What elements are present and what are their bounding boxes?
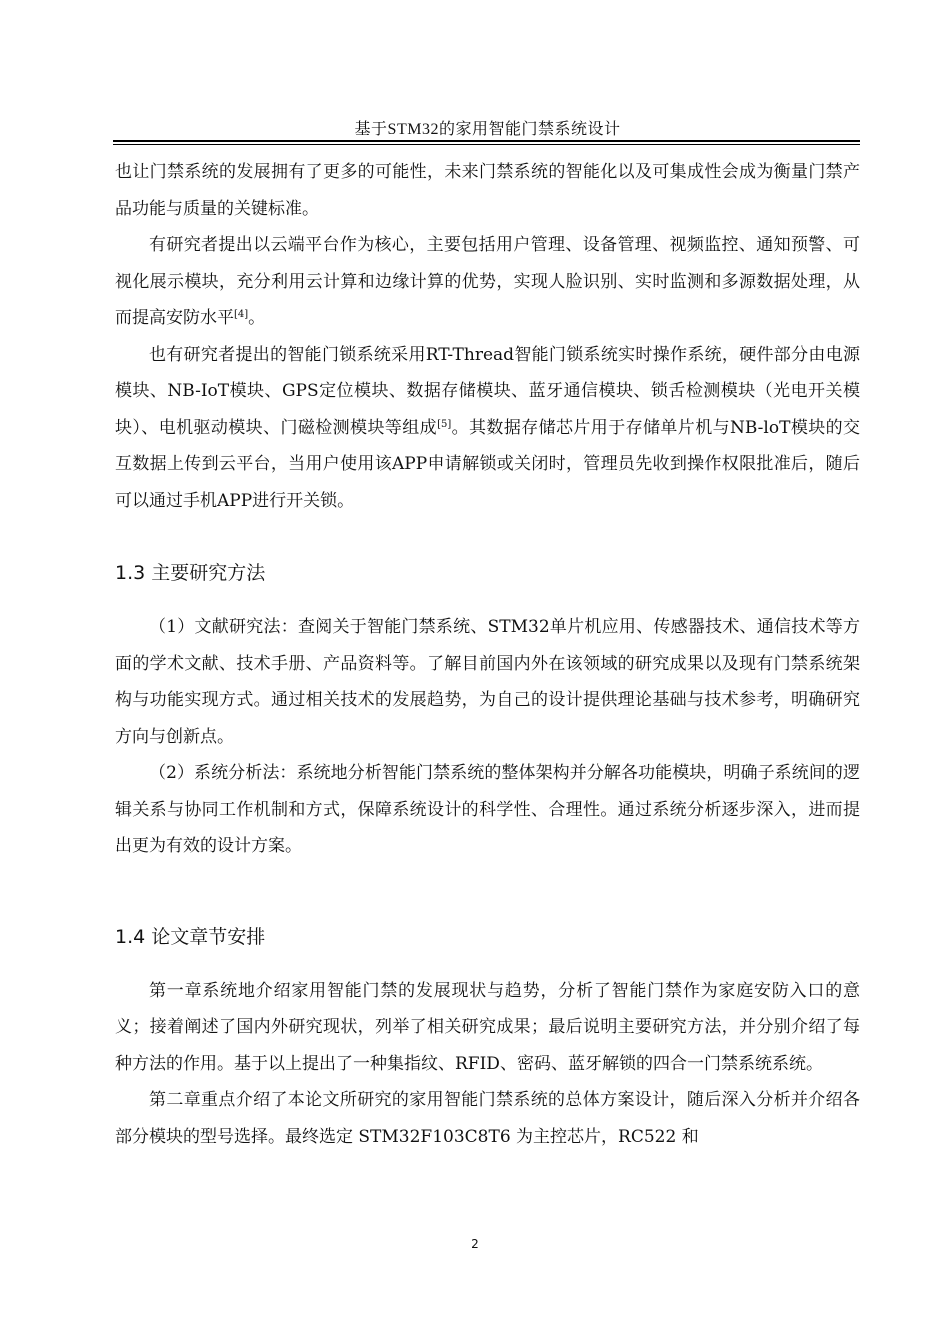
header-rule-thin [113, 144, 860, 145]
paragraph-chapter-two: 第二章重点介绍了本论文所研究的家用智能门禁系统的总体方案设计，随后深入分析并介绍各部分模块的型号选择。最终选定 STM32F103C8T6 为主控芯片，RC522 和 [115, 1090, 860, 1147]
header-rule-thick [113, 140, 860, 142]
paragraph-end: 。 [248, 308, 266, 328]
paragraph-text: 有研究者提出以云端平台作为核心，主要包括用户管理、设备管理、视频监控、通知预警、可视化展示模块，充分利用云计算和边缘计算的优势，实现人脸识别、实时监测和多源数据处理，从而提高安防水平 [115, 235, 860, 328]
running-header: 基于STM32的家用智能门禁系统设计 [354, 121, 621, 138]
paragraph-rt-thread [115, 337, 860, 520]
section-heading-1-4: 1.4 论文章节安排 [115, 925, 266, 948]
page-number: 2 [471, 1237, 479, 1251]
body-text [115, 154, 860, 1155]
paragraph-continued: 也让门禁系统的发展拥有了更多的可能性，未来门禁系统的智能化以及可集成性会成为衡量门禁产品功能与质量的关键标准。 [115, 162, 860, 219]
paragraph-cloud-platform [115, 227, 860, 337]
citation-ref: [4] [234, 309, 249, 320]
paragraph-text: 也有研究者提出的智能门锁系统采用RT-Thread智能门锁系统实时操作系统，硬件部分由电源模块、NB-IoT模块、GPS定位模块、数据存储模块、蓝牙通信模块、锁舌检测模块（光电开关模块）、电机驱动模块、门磁检测模块等组成 [115, 344, 860, 438]
citation-ref: [5] [437, 418, 452, 430]
paragraph-system-analysis: （2）系统分析法：系统地分析智能门禁系统的整体架构并分解各功能模块，明确子系统间的逻辑关系与协同工作机制和方式，保障系统设计的科学性、合理性。通过系统分析逐步深入，进而提出更为有效的设计方案。 [115, 763, 860, 856]
section-heading-1-3: 1.3 主要研究方法 [115, 562, 266, 584]
paragraph-end: 。其数据存储芯片用于存储单片机与NB-loT模块的交互数据上传到云平台，当用户使用该APP申请解锁或关闭时，管理员先收到操作权限批准后，随后可以通过手机APP进行开关锁。 [115, 417, 861, 511]
paragraph-literature-method: （1）文献研究法：查阅关于智能门禁系统、STM32单片机应用、传感器技术、通信技术等方面的学术文献、技术手册、产品资料等。了解目前国内外在该领域的研究成果以及现有门禁系统架构与功能实现方式。通过相关技术的发展趋势，为自己的设计提供理论基础与技术参考，明确研究方向与创新点。 [115, 617, 860, 747]
paragraph-chapter-one: 第一章系统地介绍家用智能门禁的发展现状与趋势，分析了智能门禁作为家庭安防入口的意义；接着阐述了国内外研究现状，列举了相关研究成果；最后说明主要研究方法，并分别介绍了每种方法的作用。基于以上提出了一种集指纹、RFID、密码、蓝牙解锁的四合一门禁系统系统。 [115, 980, 860, 1074]
